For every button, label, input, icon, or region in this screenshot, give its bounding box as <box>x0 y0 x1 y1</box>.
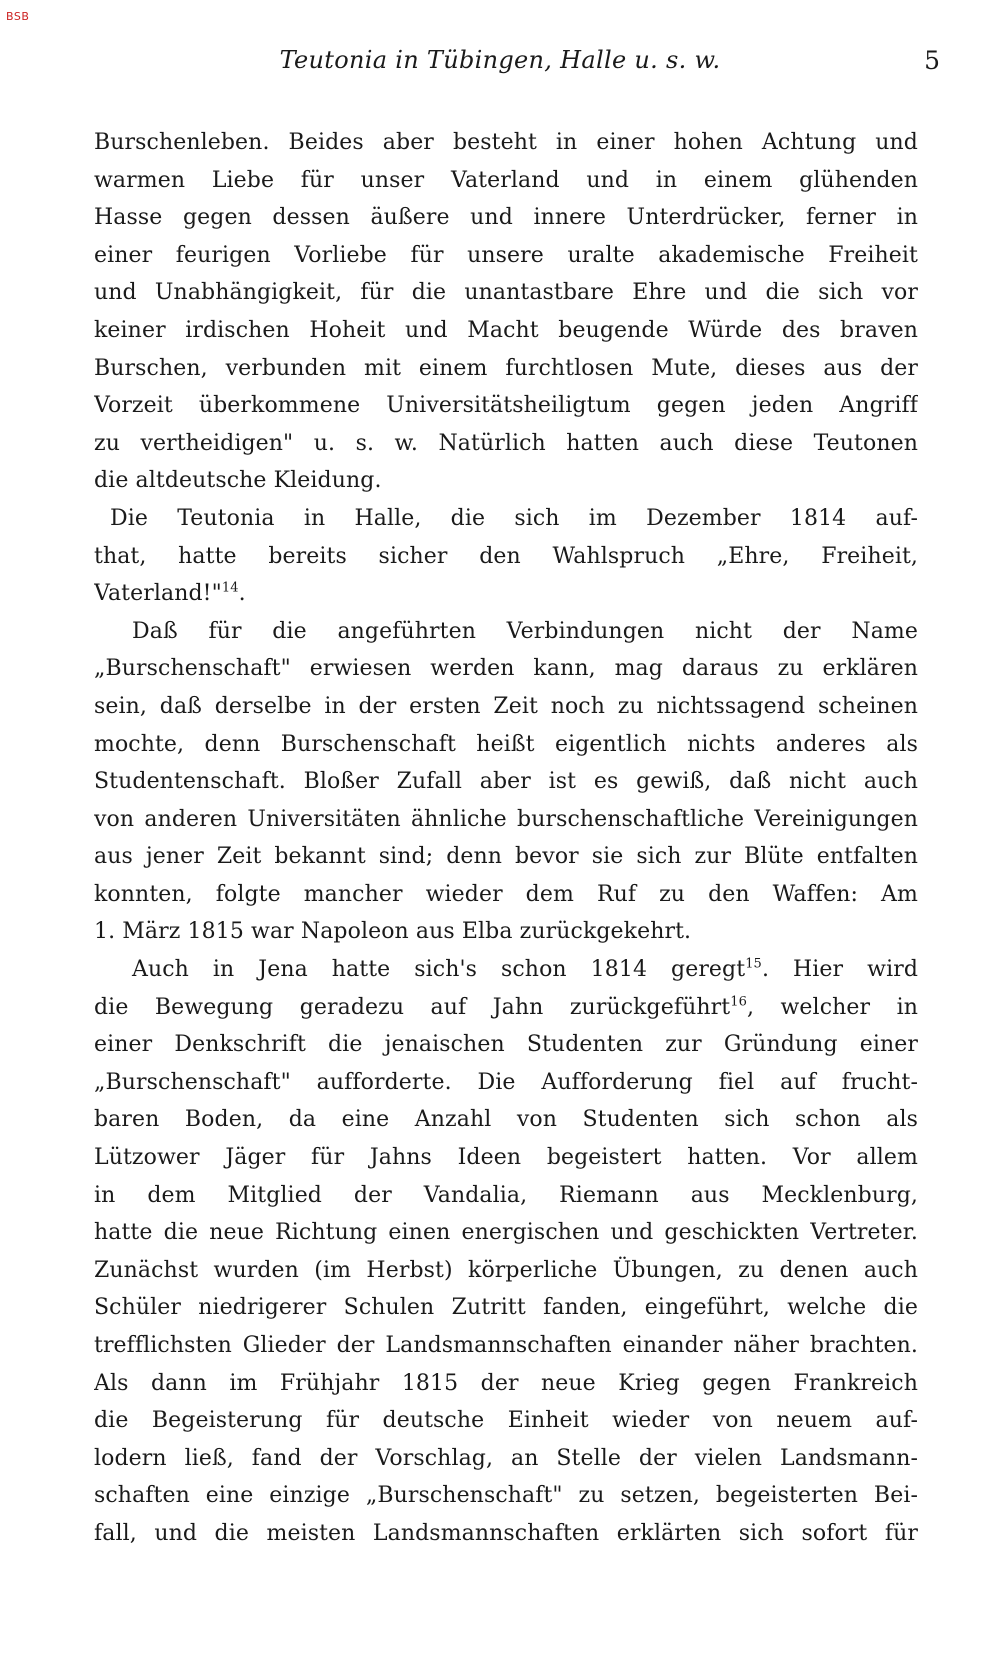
running-header <box>60 46 940 86</box>
text-line: in dem Mitglied der Vandalia, Riemann aus Mecklenburg, <box>94 1182 918 1208</box>
text-line: die Begeisterung für deutsche Einheit wieder von neuem auf- <box>94 1408 918 1434</box>
text-line: und Unabhängigkeit, für die unantastbare Ehre und die sich vor <box>94 280 918 306</box>
text-line: trefflichsten Glieder der Landsmannschaften einander näher brachten. <box>94 1333 918 1358</box>
text-fragment: die Bewegung geradezu auf Jahn zurückgeführt <box>94 994 731 1020</box>
text-line: hatte die neue Richtung einen energischen und geschickten Vertreter. <box>94 1220 918 1246</box>
text-fragment: . Hier wird <box>761 957 918 983</box>
text-line: einer Denkschrift die jenaischen Studenten zur Gründung einer <box>94 1032 918 1058</box>
text-line: Als dann im Frühjahr 1815 der neue Krieg gegen Frankreich <box>94 1370 918 1396</box>
text-line: Burschen, verbunden mit einem furchtlosen Mute, dieses aus der <box>94 355 918 381</box>
page-number: 5 <box>924 46 940 75</box>
text-line: Zunächst wurden (im Herbst) körperliche Übungen, zu denen auch <box>94 1257 918 1283</box>
text-line: warmen Liebe für unser Vaterland und in einem glühenden <box>94 167 918 193</box>
text-line: einer feurigen Vorliebe für unsere uralte akademische Freiheit <box>94 242 918 268</box>
text-line: Lützower Jäger für Jahns Ideen begeistert hatten. Vor allem <box>94 1145 918 1171</box>
text-line: aus jener Zeit bekannt sind; denn bevor sie sich zur Blüte entfalten <box>94 844 918 870</box>
text-fragment: Auch in Jena hatte sich's schon 1814 geregt <box>132 957 746 983</box>
text-line: fall, und die meisten Landsmannschaften erklärten sich sofort für <box>94 1520 918 1546</box>
running-title: Teutonia in Tübingen, Halle u. s. w. <box>279 46 721 74</box>
library-stamp: BSB <box>6 10 30 23</box>
footnote-ref-16: 16 <box>730 994 747 1010</box>
text-line-with-footnote <box>94 951 918 989</box>
text-line: baren Boden, da eine Anzahl von Studenten sich schon als <box>94 1107 918 1133</box>
text-line: lodern ließ, fand der Vorschlag, an Stelle der vielen Landsmann- <box>94 1445 918 1471</box>
text-line: Burschenleben. Beides aber besteht in einer hohen Achtung und <box>94 130 918 155</box>
text-line: Die Teutonia in Halle, die sich im Dezember 1814 auf- <box>110 505 918 531</box>
text-line: Daß für die angeführten Verbindungen nicht der Name <box>132 618 918 644</box>
text-line: „Burschenschaft" aufforderte. Die Aufforderung fiel auf frucht- <box>94 1069 918 1095</box>
text-line-with-footnote <box>94 989 918 1027</box>
footnote-ref-14: 14 <box>221 580 239 596</box>
text-line: „Burschenschaft" erwiesen werden kann, mag daraus zu erklären <box>94 656 918 682</box>
text-line: schaften eine einzige „Burschenschaft" zu setzen, begeisterten Bei- <box>94 1483 918 1509</box>
text-line: zu vertheidigen" u. s. w. Natürlich hatten auch diese Teutonen <box>94 430 918 456</box>
text-line: sein, daß derselbe in der ersten Zeit noch zu nichtssagend scheinen <box>94 693 918 719</box>
text-line: Hasse gegen dessen äußere und innere Unterdrücker, ferner in <box>94 205 918 231</box>
text-line: die altdeutsche Kleidung. <box>94 468 382 494</box>
text-line: mochte, denn Burschenschaft heißt eigentlich nichts anderes als <box>94 731 918 757</box>
text-line: keiner irdischen Hoheit und Macht beugende Würde des braven <box>94 317 918 343</box>
body-text <box>94 124 918 1553</box>
text-line: that, hatte bereits sicher den Wahlspruch „Ehre, Freiheit, <box>94 543 918 569</box>
text-line: Schüler niedrigerer Schulen Zutritt fanden, eingeführt, welche die <box>94 1295 918 1321</box>
text-fragment: , welcher in <box>746 994 918 1020</box>
text-fragment: Vaterland!" <box>94 581 222 607</box>
text-line-with-footnote <box>94 575 918 613</box>
text-line: von anderen Universitäten ähnliche burschenschaftliche Vereinigungen <box>94 806 918 832</box>
text-line: 1. März 1815 war Napoleon aus Elba zurückgekehrt. <box>94 919 692 945</box>
text-line: Vorzeit überkommene Universitätsheiligtum gegen jeden Angriff <box>94 393 918 419</box>
text-line: konnten, folgte mancher wieder dem Ruf zu den Waffen: Am <box>94 881 918 907</box>
text-fragment: . <box>238 581 246 607</box>
text-line: Studentenschaft. Bloßer Zufall aber ist es gewiß, daß nicht auch <box>94 769 918 795</box>
footnote-ref-15: 15 <box>745 956 762 972</box>
